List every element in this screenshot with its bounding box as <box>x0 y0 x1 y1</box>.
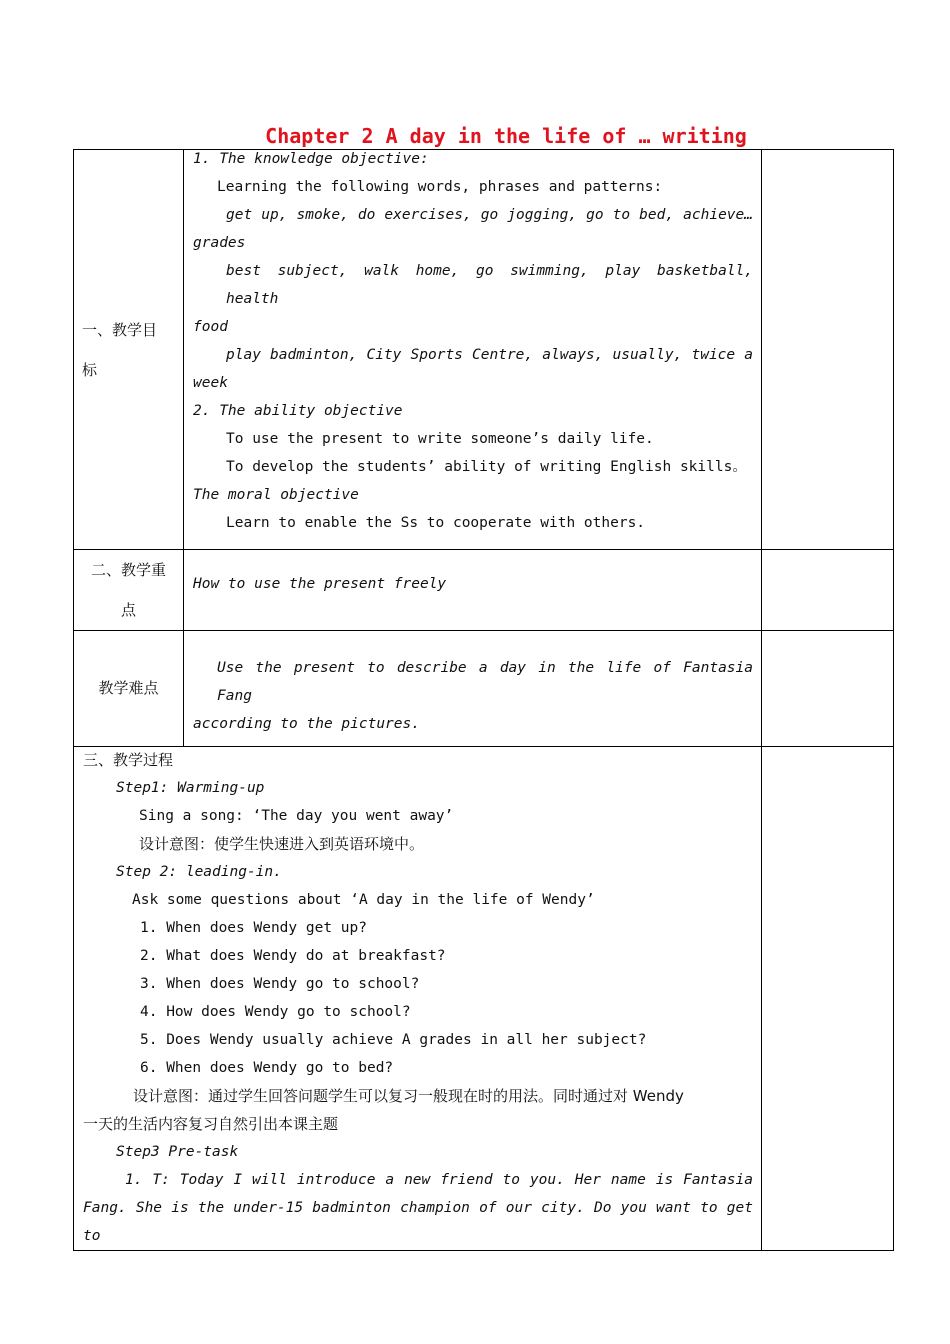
ability-item-2: To develop the students’ ability of writing English skills。 <box>226 459 747 475</box>
step1-intent: 设计意图：使学生快速进入到英语环境中。 <box>139 835 425 853</box>
learning-intro: Learning the following words, phrases and patterns: <box>217 179 663 195</box>
question-item: 1. When does Wendy get up? <box>140 920 367 936</box>
step2-title: Step 2: leading-in. <box>116 864 282 880</box>
key-points-label-line2: 点 <box>120 601 136 619</box>
key-points-label-line1: 二、教学重 <box>90 561 166 579</box>
step2-intent-line2: 一天的生活内容复习自然引出本课主题 <box>83 1115 339 1133</box>
words-line-3: play badminton, City Sports Centre, always, usually, twice a <box>226 347 753 363</box>
ability-objective-heading: 2. The ability objective <box>193 403 403 419</box>
question-item: 6. When does Wendy go to bed? <box>140 1060 394 1076</box>
difficulties-notes-cell <box>762 631 894 747</box>
moral-item-1: Learn to enable the Ss to cooperate with others. <box>226 515 646 531</box>
objectives-label-cell <box>74 150 184 550</box>
objectives-label-line1: 一、教学目 <box>82 320 158 339</box>
step3-line2: Fang. She is the under-15 badminton champion of our city. Do you want to get to <box>83 1200 753 1244</box>
difficulties-row <box>74 631 894 747</box>
difficulties-content-cell <box>184 631 762 747</box>
words-line-1-wrap: grades <box>193 235 246 251</box>
process-row <box>74 747 894 1251</box>
question-item: 5. Does Wendy usually achieve A grades in all her subject? <box>140 1032 647 1048</box>
question-item: 3. When does Wendy go to school? <box>140 976 420 992</box>
ability-item-1: To use the present to write someone’s daily life. <box>226 431 654 447</box>
objectives-notes-cell <box>762 150 894 550</box>
page-title: Chapter 2 A day in the life of … writing <box>265 124 747 148</box>
objectives-content-cell <box>184 150 762 550</box>
step3-title: Step3 Pre-task <box>116 1144 239 1160</box>
question-item: 4. How does Wendy go to school? <box>140 1004 411 1020</box>
difficulties-label: 教学难点 <box>98 679 159 697</box>
step3-line1: 1. T: Today I will introduce a new friend to you. Her name is Fantasia <box>125 1172 753 1188</box>
step2-ask: Ask some questions about ‘A day in the life of Wendy’ <box>132 892 595 908</box>
difficulties-label-cell <box>74 631 184 747</box>
key-points-notes-cell <box>762 550 894 631</box>
objectives-label-line2: 标 <box>82 360 98 379</box>
objectives-row <box>74 150 894 550</box>
words-line-2: best subject, walk home, go swimming, play basketball, health <box>226 263 753 307</box>
process-content-cell <box>74 747 762 1251</box>
key-points-label-cell <box>74 550 184 631</box>
lesson-plan-table <box>73 149 894 1251</box>
words-line-2-wrap: food <box>193 319 228 335</box>
step2-intent-line1: 设计意图：通过学生回答问题学生可以复习一般现在时的用法。同时通过对 Wendy <box>133 1087 684 1105</box>
key-points-row <box>74 550 894 631</box>
process-notes-cell <box>762 747 894 1251</box>
key-points-content-cell <box>184 550 762 631</box>
difficulties-content-line2: according to the pictures. <box>193 716 420 732</box>
process-heading: 三、教学过程 <box>83 751 174 769</box>
step1-title: Step1: Warming-up <box>116 780 265 796</box>
words-line-3-wrap: week <box>193 375 228 391</box>
knowledge-objective-heading: 1. The knowledge objective: <box>193 151 429 167</box>
step1-song: Sing a song: ‘The day you went away’ <box>139 808 454 824</box>
words-line-1: get up, smoke, do exercises, go jogging, go to bed, achieve… <box>226 207 753 223</box>
difficulties-content-line1: Use the present to describe a day in the life of Fantasia Fang <box>217 660 753 704</box>
key-points-content: How to use the present freely <box>193 576 447 592</box>
question-item: 2. What does Wendy do at breakfast? <box>140 948 446 964</box>
moral-objective-heading: The moral objective <box>193 487 359 503</box>
